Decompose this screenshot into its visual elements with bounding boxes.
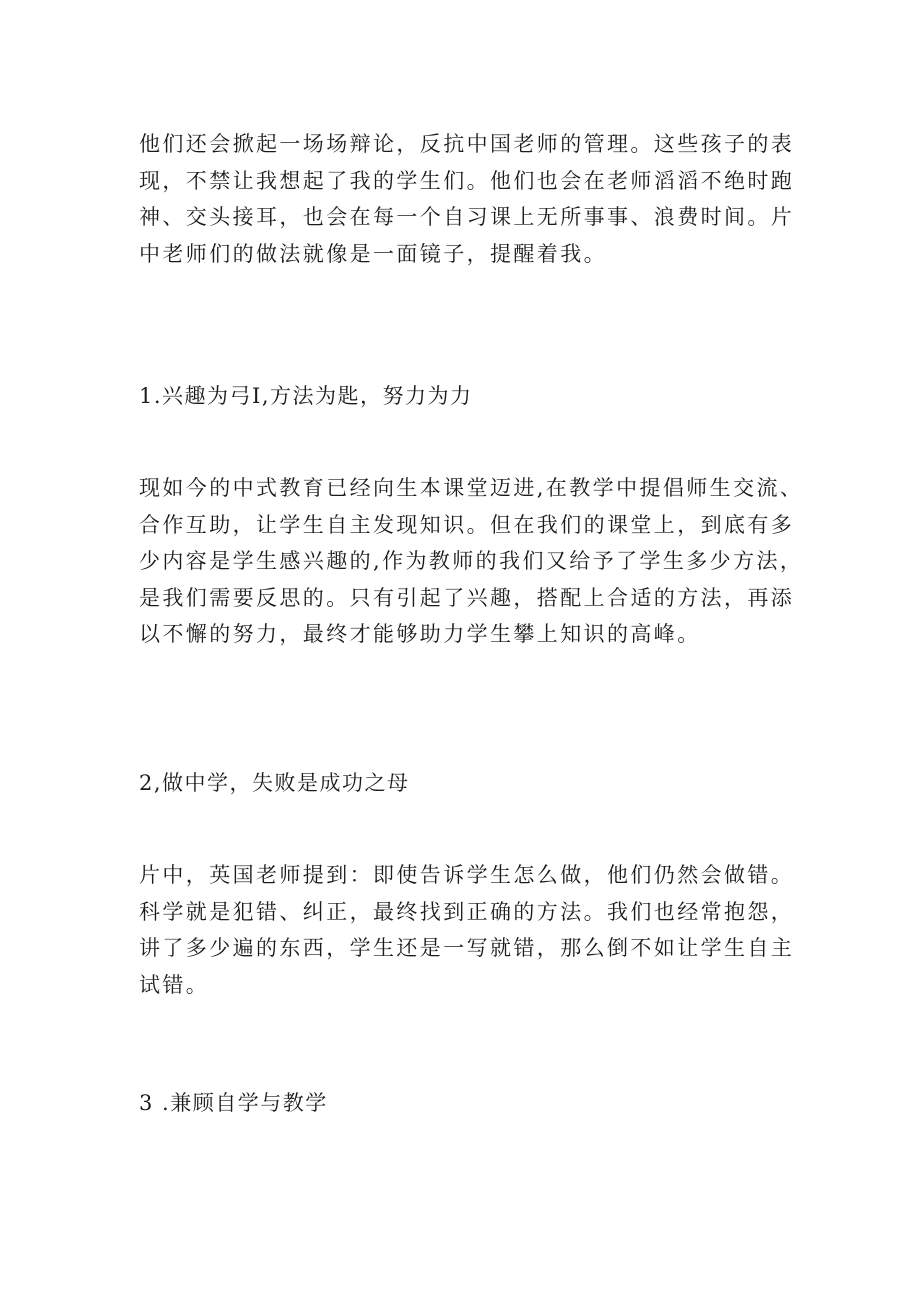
- text-line: 少内容是学生感兴趣的,作为教师的我们又给予了学生多少方法，: [139, 549, 804, 573]
- text-line: 他们还会掀起一场场辩论，反抗中国老师的管理。这些孩子的表: [139, 132, 795, 156]
- text-line: 讲了多少遍的东西，学生还是一写就错，那么倒不如让学生自主: [139, 936, 795, 960]
- text-line: 现，不禁让我想起了我的学生们。他们也会在老师滔滔不绝时跑: [139, 168, 795, 193]
- text-line: 合作互助，让学生自主发现知识。但在我们的课堂上，到底有多: [139, 512, 795, 537]
- text-line: 神、交头接耳，也会在每一个自习课上无所事事、浪费时间。片: [139, 205, 795, 229]
- text-line: 现如今的中式教育已经向生本课堂迈进,在教学中提倡师生交流、: [139, 476, 804, 500]
- text-line: 片中，英国老师提到：即使告诉学生怎么做，他们仍然会做错。: [139, 863, 795, 887]
- text-line: 试错。: [139, 972, 210, 997]
- text-line: 中老师们的做法就像是一面镜子，提醒着我。: [139, 241, 607, 266]
- section-heading-1: 1.兴趣为弓I,方法为匙，努力为力: [139, 384, 473, 408]
- text-line: 科学就是犯错、纠正，最终找到正确的方法。我们也经常抱怨，: [139, 899, 795, 924]
- text-line: 以不懈的努力，最终才能够助力学生攀上知识的高峰。: [139, 622, 701, 646]
- paragraph-reflection: [139, 126, 819, 272]
- paragraph-interest-method: [139, 470, 819, 653]
- section-heading-3: 3 .兼顾自学与教学: [139, 1091, 328, 1115]
- section-heading-2: 2,做中学，失败是成功之母: [139, 771, 410, 795]
- text-line: 是我们需要反思的。只有引起了兴趣，搭配上合适的方法，再添: [139, 585, 795, 610]
- paragraph-learning-by-doing: [139, 857, 819, 1003]
